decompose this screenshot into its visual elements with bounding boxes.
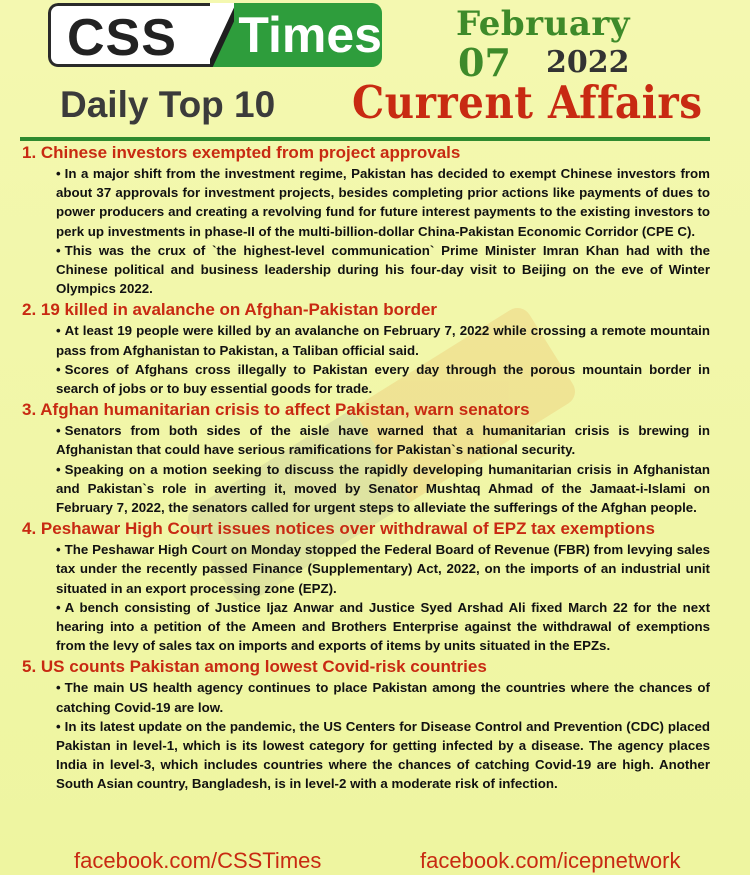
news-item	[20, 299, 710, 398]
news-item-title: 2. 19 killed in avalanche on Afghan-Pakistan border	[22, 300, 438, 320]
bullet-icon: •	[56, 542, 61, 558]
news-bullet	[20, 678, 710, 716]
news-item-title: 4. Peshawar High Court issues notices over withdrawal of EPZ tax exemptions	[22, 519, 655, 539]
news-bullet-text: Scores of Afghans cross illegally to Pakistan every day through the porous mountain border in search of jobs or to buy essential goods for trade.	[56, 361, 710, 397]
news-bullet-text: A bench consisting of Justice Ijaz Anwar and Justice Syed Arshad Ali fixed March 22 for the next hearing into a petition of the Ameen and Brothers Enterprise against the withdrawal of exemptions from the levy of sales tax on imports and exports of items by units situated in the EPZs.	[56, 599, 710, 654]
news-bullet	[20, 241, 710, 299]
news-item-title: 3. Afghan humanitarian crisis to affect Pakistan, warn senators	[22, 400, 530, 420]
news-bullet-text: Senators from both sides of the aisle have warned that a humanitarian crisis is brewing in Afghanistan that could have serious ramifications for Pakistan`s national security.	[56, 423, 710, 458]
logo-times-text: Times	[234, 3, 382, 67]
news-bullet-text: The Peshawar High Court on Monday stopped the Federal Board of Revenue (FBR) from levying sales tax under the recently passed Finance (Supplementary) Act, 2022, on the imports of an industrial unit situated in an export processing zone (EPZ).	[56, 542, 710, 596]
news-bullet	[20, 321, 710, 359]
bullet-icon: •	[56, 680, 61, 696]
logo-css-text: CSS	[48, 3, 210, 67]
bullet-icon: •	[56, 599, 61, 615]
bullet-icon: •	[56, 323, 61, 339]
bullet-icon: •	[56, 166, 61, 181]
bullet-icon: •	[56, 423, 61, 439]
css-times-logo	[48, 3, 382, 67]
news-bullet	[20, 717, 710, 794]
news-item	[20, 142, 710, 298]
bullet-icon: •	[56, 361, 61, 377]
news-bullet-text: This was the crux of `the highest-level communication` Prime Minister Imran Khan had with the Chinese political and business leadership during his four-day visit to Beijing on the eve of Winter Olympics 2022.	[56, 242, 710, 297]
news-item	[20, 518, 710, 655]
news-list	[20, 137, 710, 794]
bullet-icon: •	[56, 718, 61, 734]
logo-slash	[210, 3, 234, 67]
news-bullet-text: Speaking on a motion seeking to discuss the rapidly developing humanitarian crisis in Afghanistan and Pakistan`s role in averting it, moved by Senator Mushtaq Ahmad of the Jamaat-i-Islami on February 7, 2022, the senators called for urgent steps to alleviate the sufferings of the Afghan people.	[56, 461, 710, 516]
news-bullet	[20, 540, 710, 598]
news-item	[20, 656, 710, 793]
news-item-title: 1. Chinese investors exempted from project approvals	[22, 143, 461, 162]
facebook-csstimes-link[interactable]: facebook.com/CSSTimes	[74, 848, 322, 873]
news-bullet-text: At least 19 people were killed by an avalanche on February 7, 2022 while crossing a remote mountain pass from Afghanistan to Pakistan, a Taliban official said.	[56, 323, 710, 358]
bullet-icon: •	[56, 242, 61, 258]
news-bullet-text: The main US health agency continues to place Pakistan among the countries where the chances of catching Covid-19 are low.	[56, 680, 710, 715]
news-bullet-text: In its latest update on the pandemic, the US Centers for Disease Control and Prevention (CDC) placed Pakistan in level-1, which is its lowest category for getting infected by a disease. The agency places India in level-3, which includes countries where the chances of catching Covid-19 are high. Another South Asian country, Bangladesh, is in level-2 with a moderate risk of infection.	[56, 718, 710, 792]
news-bullet	[20, 421, 710, 459]
date-year: 2022	[546, 45, 630, 80]
facebook-icepnetwork-link[interactable]: facebook.com/icepnetwork	[420, 848, 681, 873]
page-subtitle: Daily Top 10	[60, 84, 276, 125]
news-bullet	[20, 460, 710, 518]
news-bullet	[20, 360, 710, 398]
date-month: February	[456, 4, 631, 44]
bullet-icon: •	[56, 461, 61, 477]
page-title-current-affairs: Current Affairs	[352, 76, 703, 129]
date-day: 07	[458, 40, 511, 85]
news-bullet-text: In a major shift from the investment regime, Pakistan has decided to exempt Chinese investors from about 37 approvals for investment projects, besides completing prior actions like payments of dues to power producers and creating a revolving fund for future interest payments to the existing investors to perk up investments in phase-II of the multi-billion-dollar China-Pakistan Economic Corridor (CPE C).	[56, 166, 710, 239]
news-item-title: 5. US counts Pakistan among lowest Covid-risk countries	[22, 657, 487, 677]
news-item	[20, 399, 710, 517]
news-bullet	[20, 164, 710, 241]
news-bullet	[20, 598, 710, 656]
footer	[0, 846, 750, 875]
